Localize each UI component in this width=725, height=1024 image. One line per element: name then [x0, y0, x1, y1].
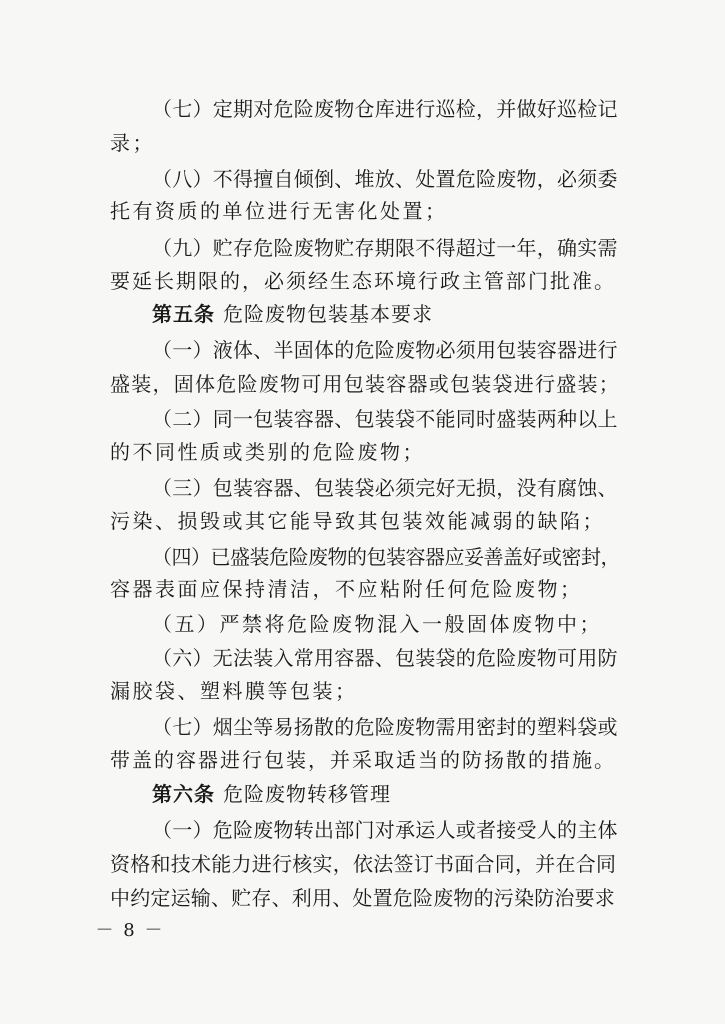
article-6-heading — [152, 780, 622, 808]
paragraph-line: （一）危险废物转出部门对承运人或者接受人的主体 — [152, 818, 618, 842]
paragraph-line: 的不同性质或类别的危险废物； — [110, 440, 425, 464]
paragraph-line: 资格和技术能力进行核实，依法签订书面合同，并在合同 — [110, 852, 617, 876]
page-number: － 8 － — [95, 920, 165, 941]
paragraph-line: （八）不得擅自倾倒、堆放、处置危险废物，必须委 — [152, 167, 618, 191]
paragraph-line: （四）已盛装危险废物的包装容器应妥善盖好或密封， — [152, 545, 620, 569]
paragraph-line: 要延长期限的，必须经生态环境行政主管部门批准。 — [110, 269, 616, 293]
paragraph-line: （二）同一包装容器、包装袋不能同时盛装两种以上 — [152, 407, 618, 431]
article-title: 危险废物包装基本要求 — [223, 302, 433, 326]
paragraph-line: 容器表面应保持清洁，不应粘附任何危险废物； — [110, 577, 583, 601]
paragraph-line: （九）贮存危险废物贮存期限不得超过一年，确实需 — [152, 236, 618, 260]
paragraph-line: （一）液体、半固体的危险废物必须用包装容器进行 — [152, 338, 618, 362]
paragraph-line: （七）烟尘等易扬散的危险废物需用密封的塑料袋或 — [152, 715, 618, 739]
article-title: 危险废物转移管理 — [223, 782, 391, 806]
paragraph-line: 带盖的容器进行包装，并采取适当的防扬散的措施。 — [110, 748, 616, 772]
article-label: 第六条 — [152, 782, 215, 806]
paragraph-line: 托有资质的单位进行无害化处置； — [110, 199, 448, 223]
paragraph-line: 漏胶袋、塑料膜等包装； — [110, 679, 358, 703]
paragraph-line: （六）无法装入常用容器、包装袋的危险废物可用防 — [152, 646, 618, 670]
paragraph-line: （五）严禁将危险废物混入一般固体废物中； — [152, 612, 602, 636]
paragraph-line: 污染、损毁或其它能导致其包装效能减弱的缺陷； — [110, 509, 605, 533]
paragraph-line: （七）定期对危险废物仓库进行巡检，并做好巡检记 — [152, 97, 618, 121]
article-5-heading — [152, 300, 622, 328]
paragraph-line: 盛装，固体危险废物可用包装容器或包装袋进行盛装； — [110, 372, 620, 396]
paragraph-line: 中约定运输、贮存、利用、处置危险废物的污染防治要求 — [110, 886, 615, 910]
paragraph-line: 录； — [110, 131, 155, 155]
article-label: 第五条 — [152, 302, 215, 326]
paragraph-line: （三）包装容器、包装袋必须完好无损，没有腐蚀、 — [152, 476, 618, 500]
